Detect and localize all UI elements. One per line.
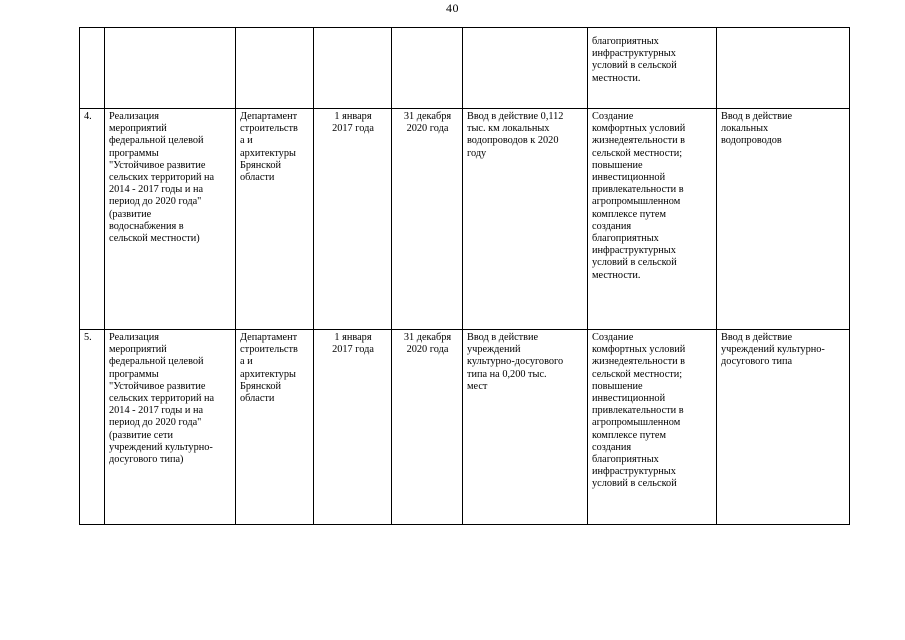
end-date-line: 31 декабря xyxy=(403,111,452,122)
expected-result-line: местности. xyxy=(592,72,641,84)
expected-result-line: инвестиционной xyxy=(592,393,666,405)
expected-result-line: условий в сельской xyxy=(592,257,677,269)
measure-name-cell xyxy=(105,109,236,330)
measure-name-line: водоснабжения в xyxy=(109,220,184,232)
measure-name-line: досугового типа) xyxy=(109,454,184,466)
start-date-line: 2017 года xyxy=(332,123,374,135)
measure-name-line: сельских территорий на xyxy=(109,172,215,184)
expected-indicator-line: типа на 0,200 тыс. xyxy=(467,368,547,380)
expected-result-line: Создание xyxy=(592,332,634,343)
responsible-executor-line: строительств xyxy=(240,123,298,135)
related-indicator-line: учреждений культурно- xyxy=(721,344,825,356)
expected-result-line: благоприятных xyxy=(592,454,659,466)
measure-name-cell xyxy=(105,330,236,525)
responsible-executor-line: архитектуры xyxy=(240,147,296,159)
related-indicator-cell xyxy=(717,330,850,525)
expected-indicator-cell xyxy=(463,28,588,109)
start-date-cell xyxy=(314,330,392,525)
related-indicator-line: Ввод в действие xyxy=(721,111,793,122)
expected-result-line: привлекательности в xyxy=(592,184,684,196)
measure-name-line: 2014 - 2017 годы и на xyxy=(109,405,204,417)
expected-result-line: привлекательности в xyxy=(592,405,684,417)
related-indicator-line: Ввод в действие xyxy=(721,332,793,343)
responsible-executor-cell xyxy=(236,330,314,525)
expected-indicator-line: тыс. км локальных xyxy=(467,123,550,135)
responsible-executor-line: архитектуры xyxy=(240,368,296,380)
expected-result-line: инфраструктурных xyxy=(592,245,676,257)
expected-result-line: инфраструктурных xyxy=(592,48,676,60)
related-indicator-line: досугового типа xyxy=(721,356,793,368)
responsible-executor-line: области xyxy=(240,172,275,184)
responsible-executor-line: строительств xyxy=(240,344,298,356)
expected-result-line: Создание xyxy=(592,111,634,122)
expected-result-line: благоприятных xyxy=(592,36,659,47)
expected-result-line: агропромышленном xyxy=(592,196,681,208)
expected-result-line: комфортных условий xyxy=(592,344,686,356)
start-date-cell xyxy=(314,28,392,109)
expected-result-line: сельской местности; xyxy=(592,147,683,159)
responsible-executor-line: области xyxy=(240,393,275,405)
expected-result-line: повышение xyxy=(592,380,643,392)
measure-name-cell xyxy=(105,28,236,109)
expected-result-cell xyxy=(588,109,717,330)
expected-indicator-line: Ввод в действие 0,112 xyxy=(467,111,564,122)
measure-name-line: сельской местности) xyxy=(109,233,200,245)
measure-name-line: федеральной целевой xyxy=(109,135,204,147)
measure-name-line: федеральной целевой xyxy=(109,356,204,368)
related-indicator-cell xyxy=(717,28,850,109)
start-date-line: 1 января xyxy=(334,111,372,122)
expected-result-line: комфортных условий xyxy=(592,123,686,135)
row-number-cell xyxy=(80,28,105,109)
table-row xyxy=(80,28,850,109)
measure-name-line: (развитие xyxy=(109,208,152,220)
measure-name-line: Реализация xyxy=(109,111,159,122)
expected-result-cell xyxy=(588,330,717,525)
expected-result-line: комплексе путем xyxy=(592,429,666,441)
measure-name-line: Реализация xyxy=(109,332,159,343)
expected-result-line: жизнедеятельности в xyxy=(592,135,686,147)
start-date-line: 1 января xyxy=(334,332,372,343)
responsible-executor-line: а и xyxy=(240,356,253,368)
row-number-text: 5. xyxy=(84,332,92,343)
start-date-line: 2017 года xyxy=(332,344,374,356)
expected-result-line: сельской местности; xyxy=(592,368,683,380)
responsible-executor-cell xyxy=(236,28,314,109)
expected-indicator-line: учреждений xyxy=(467,344,521,356)
expected-result-line: создания xyxy=(592,441,632,453)
expected-result-line: условий в сельской xyxy=(592,60,677,72)
measure-name-line: программы xyxy=(109,147,159,159)
expected-indicator-line: мест xyxy=(467,380,488,392)
expected-indicator-cell xyxy=(463,330,588,525)
table-row xyxy=(80,330,850,525)
start-date-cell xyxy=(314,109,392,330)
related-indicator-line: водопроводов xyxy=(721,135,782,147)
measure-name-line: мероприятий xyxy=(109,123,167,135)
row-number-cell xyxy=(80,109,105,330)
measure-name-line: учреждений культурно- xyxy=(109,441,213,453)
row-number-text: 4. xyxy=(84,111,92,122)
responsible-executor-line: Департамент xyxy=(240,332,298,343)
expected-result-cell xyxy=(588,28,717,109)
expected-indicator-line: году xyxy=(467,147,487,159)
measure-name-line: "Устойчивое развитие xyxy=(109,159,206,171)
measure-name-line: период до 2020 года" xyxy=(109,417,202,429)
expected-result-line: местности. xyxy=(592,269,641,281)
end-date-cell xyxy=(392,109,463,330)
expected-result-line: создания xyxy=(592,220,632,232)
responsible-executor-line: Департамент xyxy=(240,111,298,122)
measures-table xyxy=(79,27,850,525)
row-number-cell xyxy=(80,330,105,525)
page-number: 40 xyxy=(446,1,459,15)
measure-name-line: "Устойчивое развитие xyxy=(109,380,206,392)
expected-indicator-cell xyxy=(463,109,588,330)
expected-result-line: благоприятных xyxy=(592,233,659,245)
measure-name-line: мероприятий xyxy=(109,344,167,356)
responsible-executor-line: Брянской xyxy=(240,159,282,171)
expected-result-line: жизнедеятельности в xyxy=(592,356,686,368)
expected-result-line: инвестиционной xyxy=(592,172,666,184)
related-indicator-line: локальных xyxy=(721,123,769,135)
measure-name-line: (развитие сети xyxy=(109,429,174,441)
responsible-executor-cell xyxy=(236,109,314,330)
end-date-cell xyxy=(392,28,463,109)
expected-result-line: агропромышленном xyxy=(592,417,681,429)
end-date-line: 2020 года xyxy=(406,123,449,135)
expected-indicator-line: Ввод в действие xyxy=(467,332,539,343)
related-indicator-cell xyxy=(717,109,850,330)
expected-result-line: комплексе путем xyxy=(592,208,666,220)
measure-name-line: программы xyxy=(109,368,159,380)
measure-name-line: сельских территорий на xyxy=(109,393,215,405)
expected-indicator-line: водопроводов к 2020 xyxy=(467,135,559,147)
table-row xyxy=(80,109,850,330)
measure-name-line: 2014 - 2017 годы и на xyxy=(109,184,204,196)
responsible-executor-line: а и xyxy=(240,135,253,147)
end-date-line: 2020 года xyxy=(406,344,449,356)
expected-indicator-line: культурно-досугового xyxy=(467,356,564,368)
responsible-executor-line: Брянской xyxy=(240,380,282,392)
end-date-cell xyxy=(392,330,463,525)
end-date-line: 31 декабря xyxy=(403,332,452,343)
expected-result-line: условий в сельской xyxy=(592,478,677,490)
expected-result-line: повышение xyxy=(592,159,643,171)
measure-name-line: период до 2020 года" xyxy=(109,196,202,208)
expected-result-line: инфраструктурных xyxy=(592,466,676,478)
